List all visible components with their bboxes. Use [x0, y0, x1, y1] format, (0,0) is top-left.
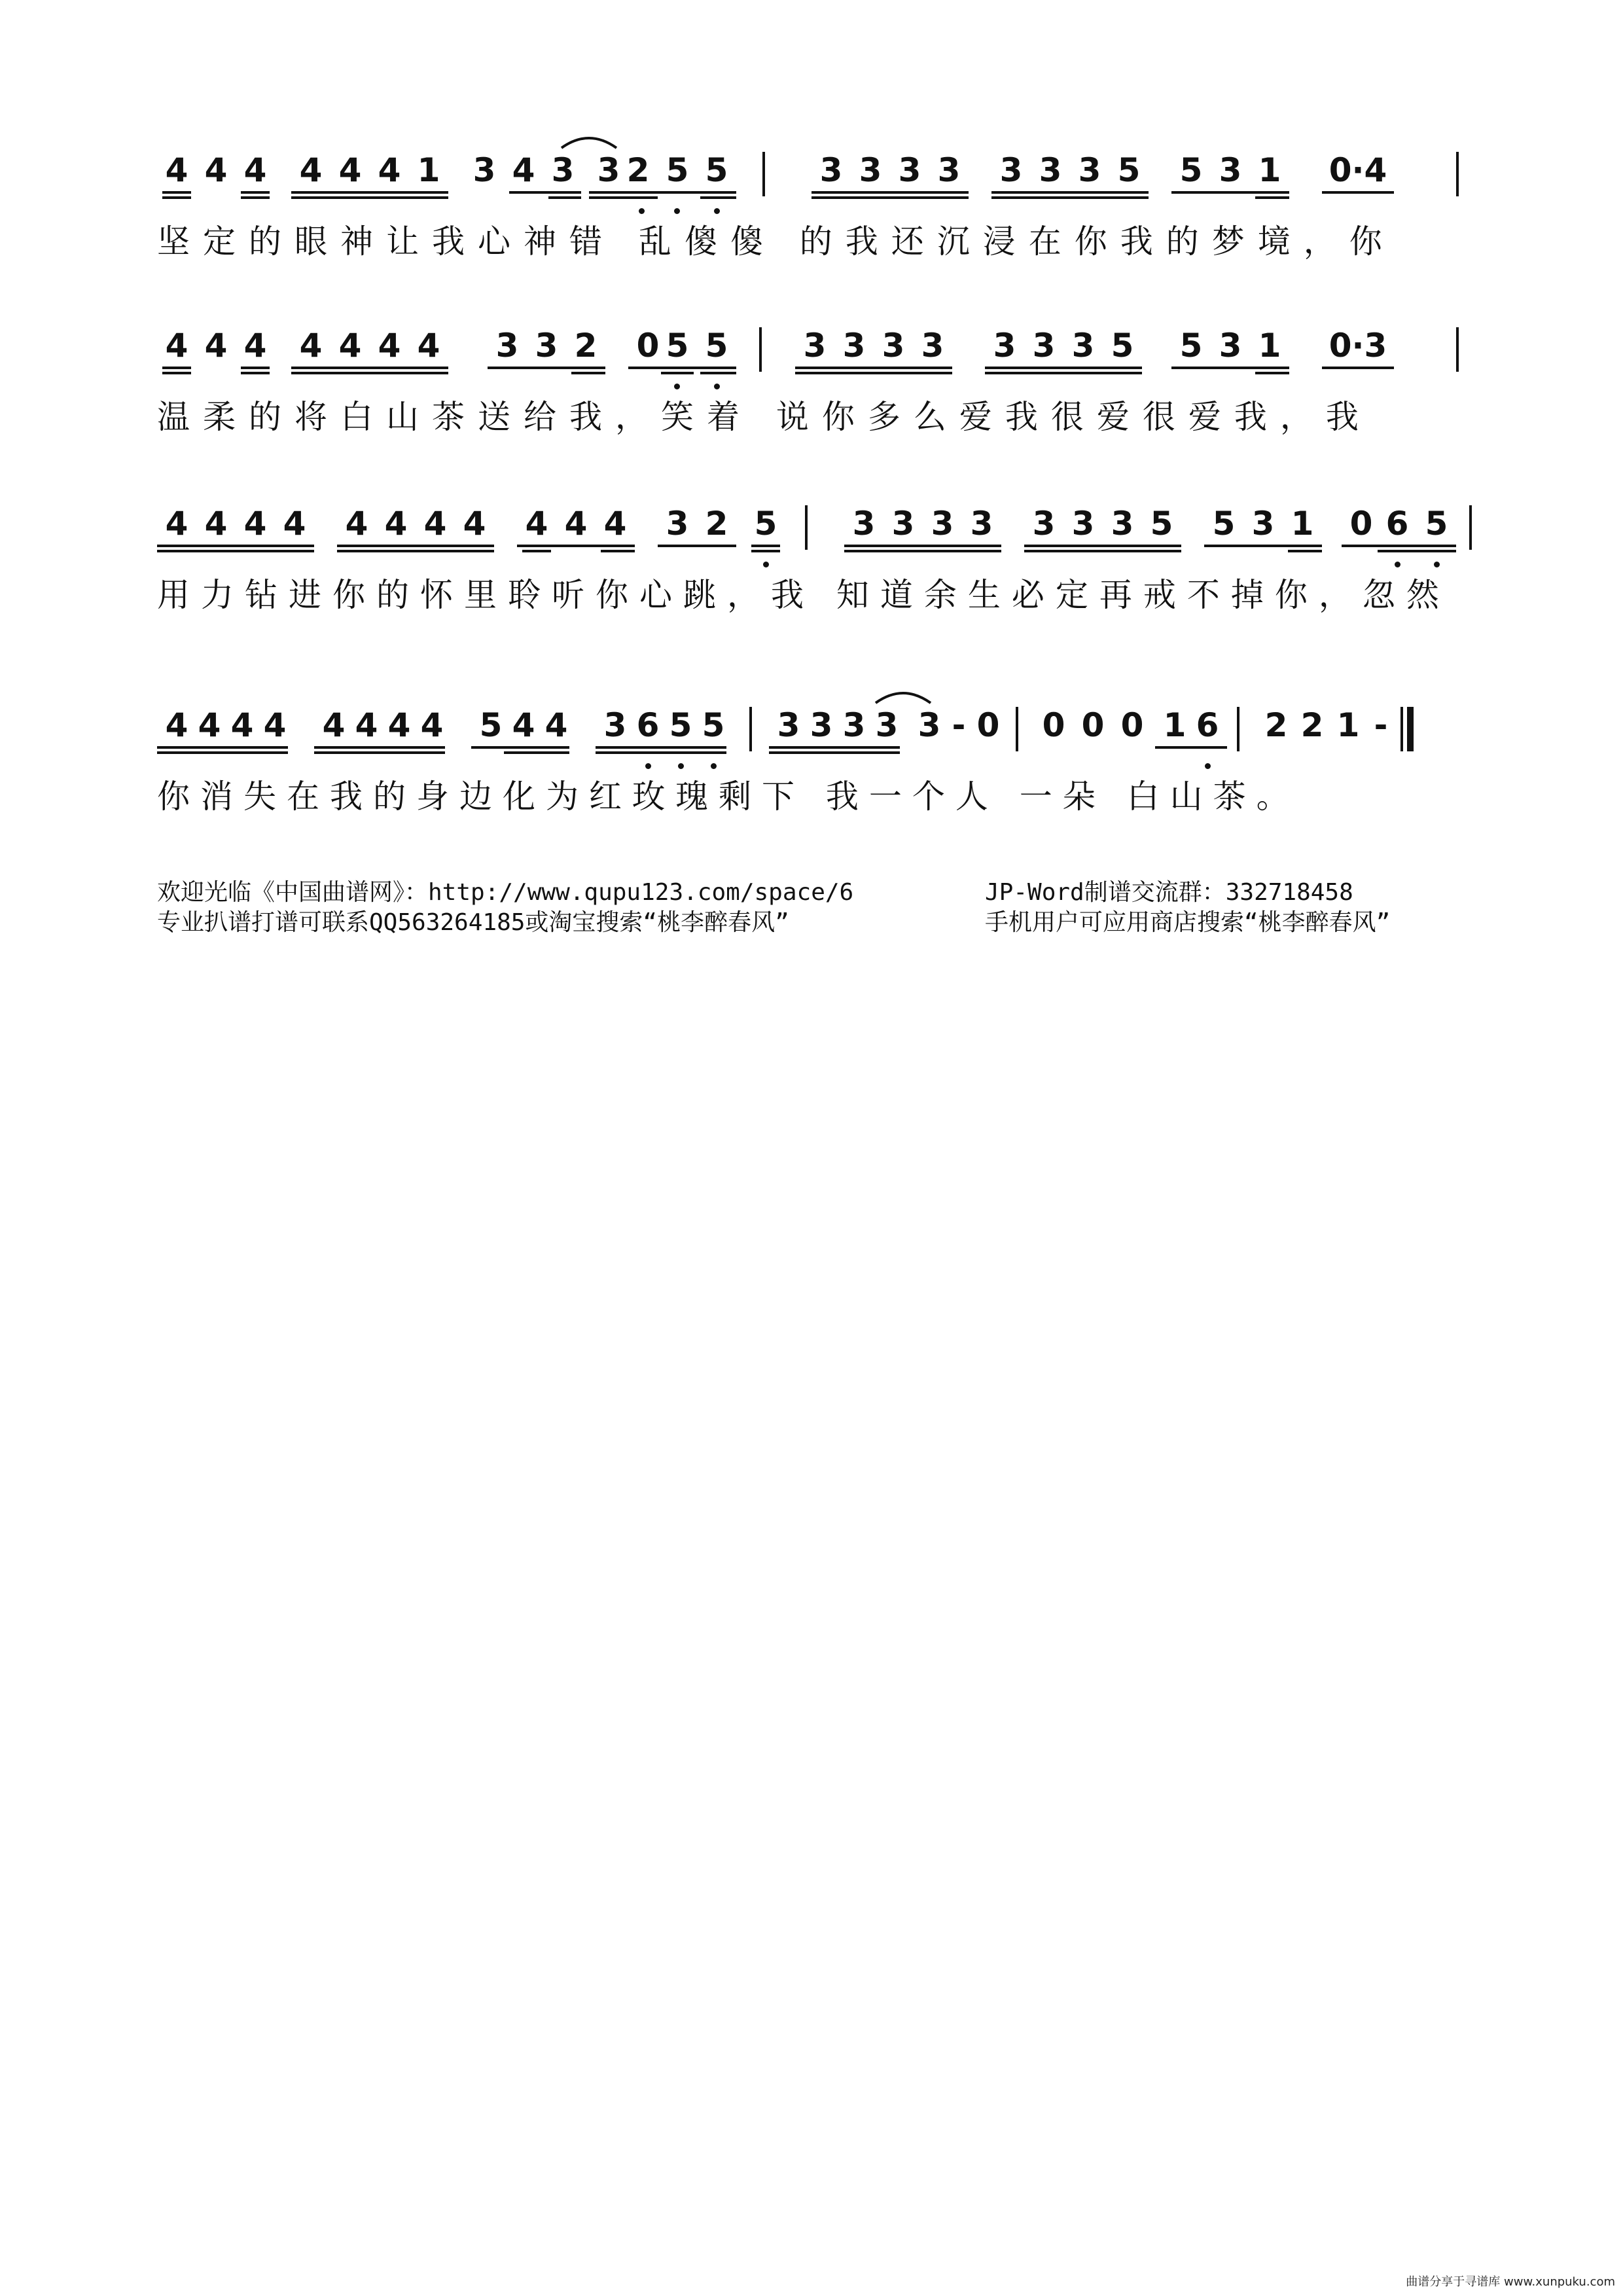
barline — [1016, 707, 1018, 751]
note: - — [1374, 706, 1388, 744]
note: 4 — [564, 505, 588, 543]
footer-line1-left: 欢迎光临《中国曲谱网》：http://www.qupu123.com/space/6 — [157, 879, 854, 906]
underline — [596, 751, 726, 754]
underline — [589, 196, 658, 199]
barline — [1469, 505, 1472, 550]
note: 5 — [705, 327, 728, 365]
underline — [1024, 545, 1181, 547]
note: 5 — [479, 706, 503, 744]
note: 0 — [1081, 706, 1105, 744]
note: 4 — [463, 505, 486, 543]
barline — [1456, 152, 1459, 196]
underline — [700, 372, 736, 374]
score-system-4 — [157, 706, 1479, 836]
underline — [751, 550, 780, 552]
note: 2 — [1264, 706, 1288, 744]
note: 3 — [842, 706, 866, 744]
note: 3 — [1251, 505, 1275, 543]
note: 4 — [243, 505, 267, 543]
underline — [157, 550, 314, 552]
underline — [157, 751, 288, 754]
note: 4 — [387, 706, 411, 744]
notes-row — [157, 706, 1479, 778]
note: 3 — [1032, 327, 1056, 365]
note: 1 — [1163, 706, 1186, 744]
note: 5 — [702, 706, 725, 744]
note: 1 — [1336, 706, 1360, 744]
underline — [241, 367, 270, 369]
site-watermark: 曲谱分享于寻谱库 www.xunpuku.com — [1406, 2275, 1615, 2289]
note: 3 — [875, 706, 899, 744]
barline — [749, 707, 752, 751]
note: 1 — [1291, 505, 1314, 543]
note: 3 — [1111, 505, 1134, 543]
underline — [795, 367, 952, 369]
note: 2 — [626, 151, 650, 189]
barline — [1456, 327, 1459, 372]
note: 4 — [355, 706, 378, 744]
note: 5 — [1111, 327, 1134, 365]
note: 4 — [345, 505, 368, 543]
underline — [504, 751, 569, 754]
underline — [291, 191, 448, 194]
note: 4 — [263, 706, 287, 744]
note: 4 — [378, 151, 401, 189]
note: 0·4 — [1329, 151, 1387, 189]
note: 4 — [283, 505, 306, 543]
note: 4 — [322, 706, 346, 744]
footer-line2-right: 手机用户可应用商店搜索“桃李醉春风” — [985, 909, 1391, 936]
underline — [1155, 746, 1227, 749]
underline — [1171, 367, 1289, 369]
underline — [1204, 545, 1322, 547]
underline — [241, 191, 270, 194]
note: 4 — [243, 327, 267, 365]
underline — [162, 372, 191, 374]
lyrics-line — [157, 774, 1479, 819]
lyrics-text: 用力钻进你的怀里聆听你心跳，我 知道余生必定再戒不掉你，忽然 — [157, 576, 1450, 614]
note: 3 — [970, 505, 993, 543]
note: 5 — [666, 151, 689, 189]
underline — [1322, 367, 1394, 369]
note: 4 — [165, 327, 188, 365]
note: 3 — [918, 706, 941, 744]
underline — [991, 196, 1149, 199]
underline — [985, 367, 1142, 369]
underline — [571, 372, 605, 374]
underline — [157, 746, 288, 749]
note: 3 — [898, 151, 921, 189]
note: - — [952, 706, 966, 744]
note: 2 — [574, 327, 597, 365]
note: 3 — [999, 151, 1023, 189]
lyrics-line — [157, 394, 1479, 440]
notes-row — [157, 151, 1479, 223]
underline — [985, 372, 1142, 374]
lyrics-text: 你消失在我的身边化为红玫瑰剩下 我一个人 一朵 白山茶。 — [157, 778, 1300, 816]
note: 0 — [636, 327, 660, 365]
note: 4 — [204, 505, 228, 543]
note: 3 — [803, 327, 827, 365]
note: 3 — [551, 151, 575, 189]
note: 5 — [1425, 505, 1448, 543]
note: 3 — [1071, 327, 1095, 365]
underline — [488, 367, 605, 369]
note: 5 — [1150, 505, 1173, 543]
low-octave-dot — [1434, 562, 1440, 567]
note: 2 — [705, 505, 728, 543]
note: 4 — [378, 327, 401, 365]
note: 3 — [1219, 151, 1242, 189]
score-system-3 — [157, 504, 1479, 635]
underline — [596, 746, 726, 749]
note: 4 — [230, 706, 254, 744]
note: 4 — [338, 151, 362, 189]
low-octave-dot — [714, 384, 720, 389]
note: 4 — [204, 327, 228, 365]
lyrics-line — [157, 572, 1479, 618]
note: 3 — [937, 151, 961, 189]
underline — [291, 367, 448, 369]
note: 3 — [535, 327, 558, 365]
note: 4 — [512, 151, 535, 189]
note: 5 — [669, 706, 692, 744]
score-system-1 — [157, 151, 1479, 281]
barline — [805, 505, 808, 550]
lyrics-line — [157, 219, 1479, 264]
note: 3 — [931, 505, 954, 543]
note: 5 — [666, 327, 689, 365]
note: 4 — [299, 327, 323, 365]
note: 3 — [603, 706, 627, 744]
low-octave-dot — [645, 763, 651, 769]
underline — [1171, 191, 1289, 194]
underline — [522, 550, 551, 552]
underline — [314, 746, 445, 749]
low-octave-dot — [1205, 763, 1211, 769]
note: 4 — [603, 505, 627, 543]
note: 5 — [1117, 151, 1141, 189]
underline — [1342, 545, 1456, 547]
underline — [241, 372, 270, 374]
footer-line1-right: JP-Word制谱交流群：332718458 — [985, 879, 1353, 906]
note: 5 — [1179, 151, 1203, 189]
note: 3 — [891, 505, 915, 543]
underline — [751, 545, 780, 547]
low-octave-dot — [674, 208, 680, 214]
low-octave-dot — [714, 208, 720, 214]
underline — [795, 372, 952, 374]
note: 3 — [810, 706, 833, 744]
underline — [1378, 550, 1456, 552]
note: 4 — [299, 151, 323, 189]
note: 0 — [1120, 706, 1144, 744]
note: 4 — [512, 706, 535, 744]
note: 1 — [417, 151, 440, 189]
note: 6 — [1196, 706, 1219, 744]
note: 4 — [165, 706, 188, 744]
note: 3 — [1071, 505, 1095, 543]
note: 3 — [993, 327, 1016, 365]
note: 3 — [666, 505, 689, 543]
note: 6 — [636, 706, 660, 744]
low-octave-dot — [674, 384, 680, 389]
underline — [157, 545, 314, 547]
note: 3 — [777, 706, 800, 744]
note: 3 — [1078, 151, 1101, 189]
note: 5 — [1212, 505, 1236, 543]
underline — [844, 545, 1001, 547]
underline — [661, 372, 694, 374]
note: 0 — [1349, 505, 1373, 543]
underline — [1255, 372, 1289, 374]
note: 3 — [819, 151, 843, 189]
note: 0·3 — [1329, 327, 1387, 365]
low-octave-dot — [639, 208, 645, 214]
underline — [700, 196, 736, 199]
underline — [628, 367, 736, 369]
underline — [844, 550, 1001, 552]
underline — [769, 751, 900, 754]
note: 4 — [165, 151, 188, 189]
note: 3 — [921, 327, 944, 365]
underline — [812, 191, 969, 194]
note: 1 — [1258, 327, 1281, 365]
underline — [1322, 191, 1394, 194]
note: 4 — [198, 706, 221, 744]
underline — [589, 191, 736, 194]
underline — [601, 550, 635, 552]
low-octave-dot — [763, 562, 769, 567]
note: 3 — [842, 327, 866, 365]
underline — [1288, 550, 1322, 552]
note: 2 — [1300, 706, 1324, 744]
note: 0 — [1042, 706, 1065, 744]
note: 4 — [420, 706, 444, 744]
note: 4 — [384, 505, 408, 543]
note: 4 — [243, 151, 267, 189]
underline — [162, 196, 191, 199]
note: 3 — [882, 327, 905, 365]
footer-line2-left: 专业扒谱打谱可联系QQ563264185或淘宝搜索“桃李醉春风” — [157, 909, 789, 936]
underline — [1255, 196, 1289, 199]
underline — [337, 545, 494, 547]
note: 4 — [204, 151, 228, 189]
underline — [1024, 550, 1181, 552]
final-barline-thick — [1407, 707, 1414, 751]
note: 3 — [852, 505, 876, 543]
barline — [1237, 707, 1240, 751]
underline — [291, 372, 448, 374]
note: 5 — [754, 505, 777, 543]
underline — [509, 191, 581, 194]
note: 3 — [473, 151, 496, 189]
low-octave-dot — [678, 763, 684, 769]
underline — [337, 550, 494, 552]
note: 4 — [417, 327, 440, 365]
note: 0 — [976, 706, 1000, 744]
underline — [241, 196, 270, 199]
note: 3 — [597, 151, 620, 189]
note: 3 — [1039, 151, 1062, 189]
score-system-2 — [157, 326, 1479, 457]
note: 1 — [1258, 151, 1281, 189]
final-barline-thin — [1400, 707, 1403, 751]
note: 5 — [705, 151, 728, 189]
note: 4 — [165, 505, 188, 543]
lyrics-text: 坚定的眼神让我心神错 乱傻傻 的我还沉浸在你我的梦境，你 — [157, 223, 1395, 260]
notes-row — [157, 504, 1479, 576]
underline — [162, 367, 191, 369]
underline — [162, 191, 191, 194]
note: 3 — [1032, 505, 1056, 543]
underline — [812, 196, 969, 199]
note: 3 — [859, 151, 882, 189]
lyrics-text: 温柔的将白山茶送给我，笑着 说你多么爱我很爱很爱我，我 — [157, 398, 1372, 436]
underline — [548, 196, 581, 199]
underline — [769, 746, 900, 749]
underline — [517, 545, 635, 547]
notes-row — [157, 326, 1479, 398]
low-octave-dot — [1395, 562, 1400, 567]
underline — [291, 196, 448, 199]
underline — [314, 751, 445, 754]
note: 4 — [544, 706, 568, 744]
note: 4 — [338, 327, 362, 365]
note: 5 — [1179, 327, 1203, 365]
note: 3 — [495, 327, 519, 365]
underline — [471, 746, 569, 749]
barline — [762, 152, 765, 196]
note: 4 — [423, 505, 447, 543]
note: 6 — [1385, 505, 1409, 543]
low-octave-dot — [711, 763, 717, 769]
underline — [658, 545, 736, 547]
tie-arc — [560, 131, 618, 151]
note: 4 — [525, 505, 548, 543]
note: 3 — [1219, 327, 1242, 365]
barline — [759, 327, 762, 372]
tie-arc — [874, 686, 933, 706]
underline — [991, 191, 1149, 194]
